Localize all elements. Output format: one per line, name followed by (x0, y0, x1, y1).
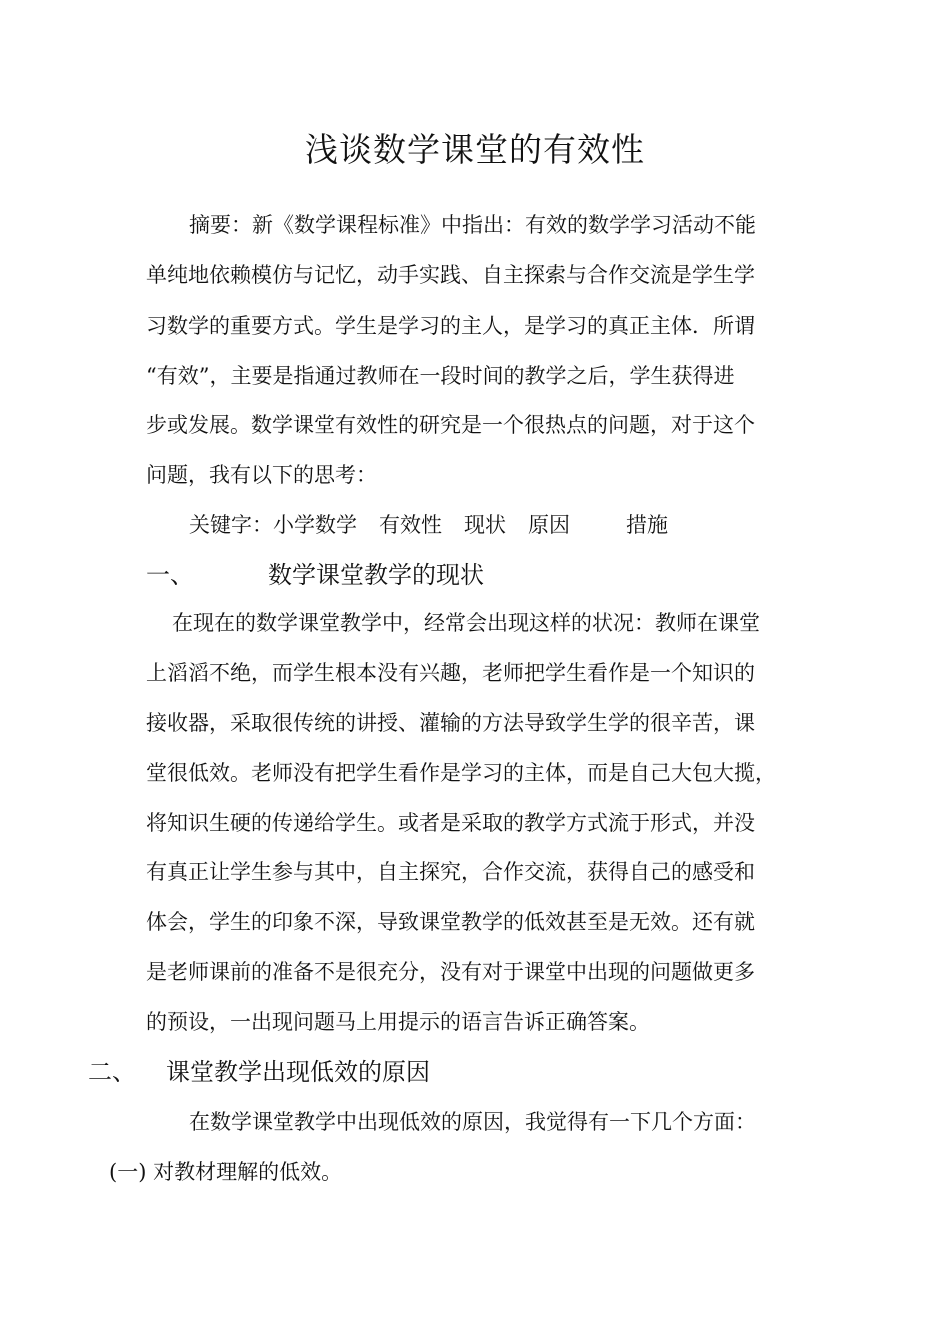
section-heading: 数学课堂教学的现状 (268, 561, 484, 589)
abstract-line: 步或发展。数学课堂有效性的研究是一个很热点的问题，对于这个 (146, 413, 755, 437)
keywords-label: 关键字： (189, 513, 273, 537)
paragraph-line: 体会，学生的印象不深，导致课堂教学的低效甚至是无效。还有就 (146, 910, 755, 934)
subsection-title: 对教材理解的低效。 (153, 1160, 343, 1184)
keyword-item: 措施 (626, 513, 668, 537)
abstract-line: 习数学的重要方式。学生是学习的主人，是学习的真正主体．所谓 (146, 314, 755, 338)
paragraph-line: 的预设，一出现问题马上用提示的语言告诉正确答案。 (146, 1010, 650, 1034)
keyword-item: 原因 (528, 513, 570, 537)
keyword-item: 有效性 (379, 513, 442, 537)
abstract-line: 单纯地依赖模仿与记忆，动手实践、自主探索与合作交流是学生学 (146, 263, 755, 287)
section-number: 二、 (88, 1058, 136, 1086)
paragraph-line: 有真正让学生参与其中，自主探究，合作交流，获得自己的感受和 (146, 860, 755, 884)
paragraph-line: 接收器，采取很传统的讲授、灌输的方法导致学生学的很辛苦，课 (146, 711, 755, 735)
abstract-line: 摘要：新《数学课程标准》中指出：有效的数学学习活动不能 (189, 213, 756, 237)
paragraph-line: 将知识生硬的传递给学生。或者是采取的教学方式流于形式，并没 (146, 811, 755, 835)
section-number: 一、 (146, 561, 194, 589)
subsection-heading (109, 1157, 342, 1187)
paragraph-line: 在数学课堂教学中出现低效的原因，我觉得有一下几个方面： (189, 1110, 756, 1134)
paragraph-line: 上滔滔不绝，而学生根本没有兴趣，老师把学生看作是一个知识的 (146, 661, 755, 685)
paragraph-line: 是老师课前的准备不是很充分，没有对于课堂中出现的问题做更多 (146, 960, 755, 984)
section-heading: 课堂教学出现低效的原因 (166, 1058, 430, 1086)
subsection-number: (一) (109, 1160, 147, 1184)
keyword-item: 现状 (464, 513, 506, 537)
paragraph-line: 堂很低效。老师没有把学生看作是学习的主体，而是自己大包大揽， (146, 761, 776, 785)
keyword-item: 小学数学 (273, 513, 357, 537)
abstract-line: “有效”，主要是指通过教师在一段时间的教学之后，学生获得进 (146, 364, 735, 388)
keywords-line (189, 510, 668, 540)
document-title: 浅谈数学课堂的有效性 (305, 130, 645, 169)
paragraph-line: 在现在的数学课堂教学中，经常会出现这样的状况：教师在课堂 (172, 611, 760, 635)
abstract-line: 问题，我有以下的思考： (146, 463, 377, 487)
